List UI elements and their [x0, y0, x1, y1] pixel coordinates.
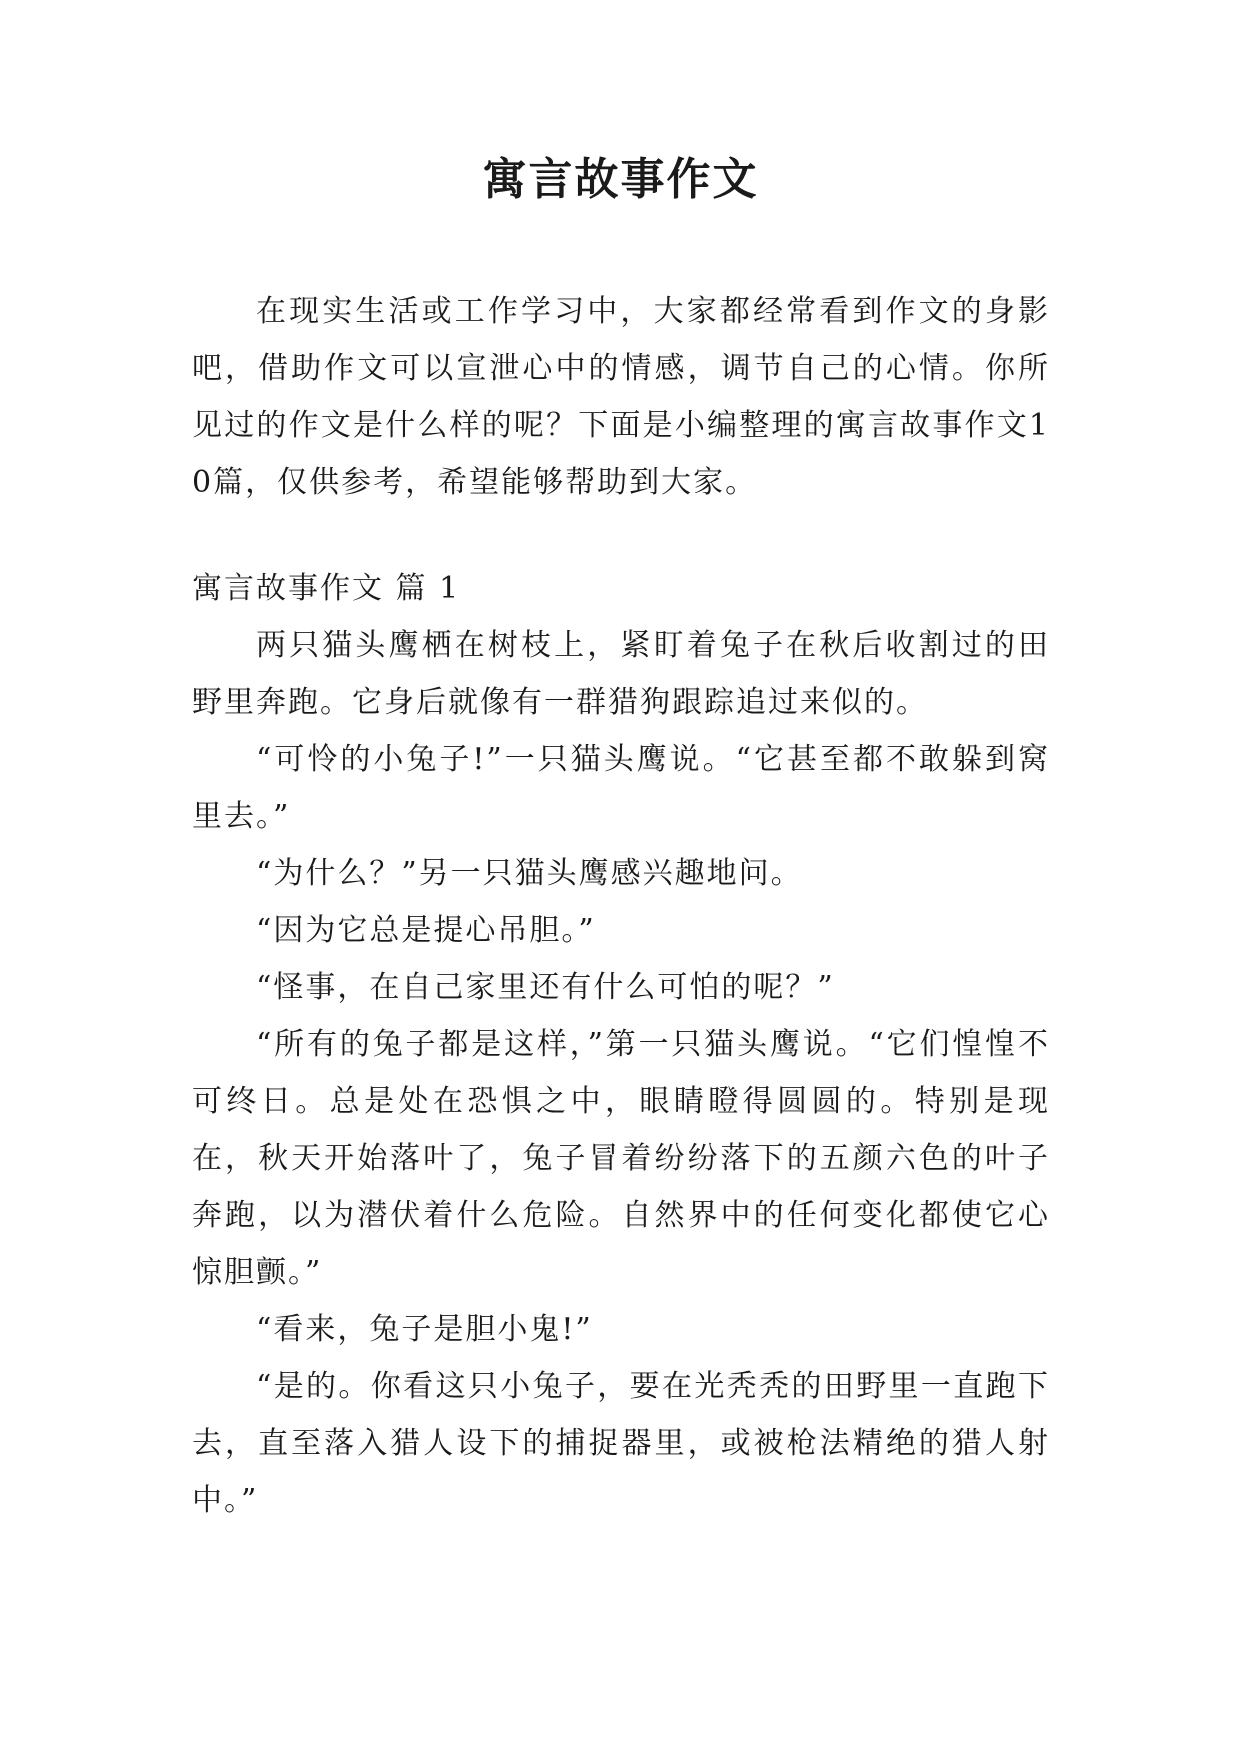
intro-paragraph: 在现实生活或工作学习中，大家都经常看到作文的身影吧，借助作文可以宣泄心中的情感，调节自己的心情。你所见过的作文是什么样的呢？下面是小编整理的寓言故事作文10篇，仅供参考，希望能够帮助到大家。 [192, 294, 1050, 500]
story-paragraph: “是的。你看这只小兔子，要在光秃秃的田野里一直跑下去，直至落入猎人设下的捕捉器里，或被枪法精绝的猎人射中。” [192, 1369, 1050, 1518]
document-body [192, 283, 1050, 1529]
story-paragraph: “可怜的小兔子!”一只猫头鹰说。“它甚至都不敢躲到窝里去。” [192, 742, 1050, 834]
document-title: 寓言故事作文 [482, 154, 759, 205]
story-paragraph: “怪事，在自己家里还有什么可怕的呢？” [256, 970, 835, 1005]
story-paragraph: 两只猫头鹰栖在树枝上，紧盯着兔子在秋后收割过的田野里奔跑。它身后就像有一群猎狗跟踪追过来似的。 [192, 628, 1050, 720]
story-paragraph: “因为它总是提心吊胆。” [256, 913, 596, 948]
section-heading: 寓言故事作文 篇 1 [192, 571, 461, 606]
story-paragraph: “所有的兔子都是这样，”第一只猫头鹰说。“它们惶惶不可终日。总是处在恐惧之中，眼睛瞪得圆圆的。特别是现在，秋天开始落叶了，兔子冒着纷纷落下的五颜六色的叶子奔跑，以为潜伏着什么危险。自然界中的任何变化都使它心惊胆颤。” [192, 1027, 1050, 1290]
story-paragraph: “看来，兔子是胆小鬼!” [256, 1312, 593, 1347]
story-paragraph: “为什么？”另一只猫头鹰感兴趣地问。 [256, 856, 803, 891]
